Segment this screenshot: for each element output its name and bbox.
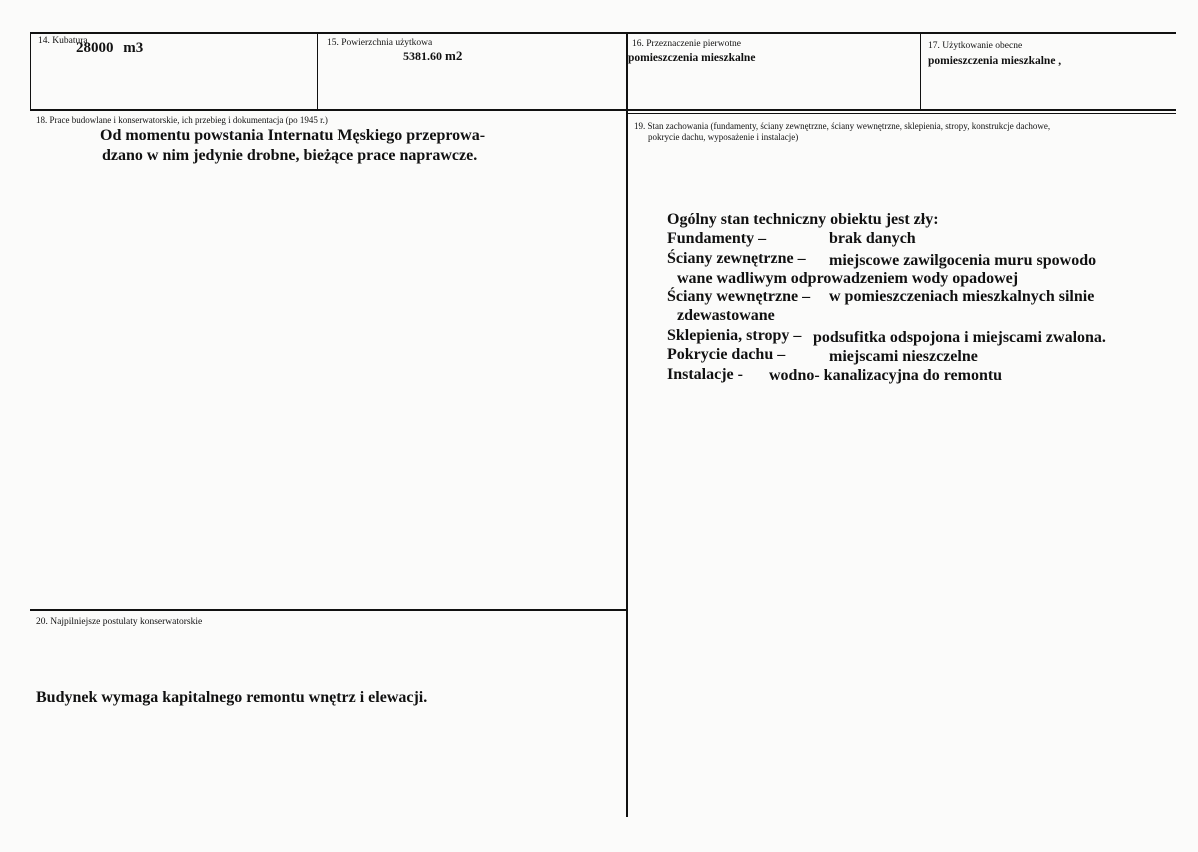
condition-desc-instalacje: wodno- kanalizacyjna do remontu [769, 367, 1003, 384]
field-17-value: pomieszczenia mieszkalne , [928, 55, 1062, 67]
condition-desc-sciany-zewnetrzne-cont: wane wadliwym odprowadzeniem wody opadowej [677, 270, 1019, 287]
kubatura-unit: m3 [123, 40, 144, 56]
row1-bottom-line [30, 109, 1176, 111]
condition-desc-sklepienia: podsufitka odspojona i miejscami zwalona. [813, 329, 1106, 346]
field-20-label: 20. Najpilniejsze postulaty konserwatorskie [36, 617, 203, 627]
condition-desc-pokrycie: miejscami nieszczelne [829, 348, 978, 365]
divider-16-17 [920, 32, 921, 110]
condition-term-sciany-wewnetrzne: Ściany wewnętrzne – [667, 288, 811, 305]
area-unit: m2 [445, 48, 463, 63]
condition-desc-fundamenty: brak danych [829, 230, 916, 247]
center-vertical-line [626, 32, 628, 817]
condition-term-fundamenty: Fundamenty – [667, 230, 767, 247]
condition-term-instalacje: Instalacje - [667, 366, 743, 383]
field-15-value [403, 48, 462, 64]
left-border-line [30, 32, 31, 110]
field-19-label-line-1: 19. Stan zachowania (fundamenty, ściany zewnętrzne, ściany wewnętrzne, sklepienia, stropy, konstrukcje dachowe, [634, 121, 1051, 131]
kubatura-number: 28000 [76, 40, 114, 56]
field-18-line-2: dzano w nim jedynie drobne, bieżące prace naprawcze. [102, 147, 478, 164]
condition-term-sciany-zewnetrzne: Ściany zewnętrzne – [667, 250, 806, 267]
row20-top-line [30, 609, 627, 611]
field-14-label: 14. Kubatura [38, 36, 88, 46]
field-17-label: 17. Użytkowanie obecne [928, 41, 1023, 51]
field-16-value: pomieszczenia mieszkalne [628, 52, 756, 64]
field-15-label: 15. Powierzchnia użytkowa [327, 38, 433, 48]
field-19-label-line-2: pokrycie dachu, wyposażenie i instalacje) [648, 132, 799, 142]
field-14-value [76, 40, 143, 56]
condition-heading: Ogólny stan techniczny obiektu jest zły: [667, 211, 939, 228]
field-20-value: Budynek wymaga kapitalnego remontu wnętrz i elewacji. [36, 689, 428, 706]
condition-desc-sciany-zewnetrzne: miejscowe zawilgocenia muru spowodo [829, 252, 1097, 269]
condition-desc-sciany-wewnetrzne: w pomieszczeniach mieszkalnych silnie [829, 288, 1095, 305]
condition-desc-sciany-wewnetrzne-cont: zdewastowane [677, 307, 775, 324]
field-16-label: 16. Przeznaczenie pierwotne [632, 39, 741, 49]
condition-term-pokrycie: Pokrycie dachu – [667, 346, 786, 363]
top-border-line [30, 32, 1176, 34]
field-18-line-1: Od momentu powstania Internatu Męskiego przeprowa- [100, 127, 486, 144]
condition-term-sklepienia: Sklepienia, stropy – [667, 327, 802, 344]
row1-bottom-right-line [628, 113, 1176, 114]
divider-14-15 [317, 32, 318, 110]
area-number: 5381.60 [403, 49, 442, 63]
field-18-label: 18. Prace budowlane i konserwatorskie, ich przebieg i dokumentacja (po 1945 r.) [36, 115, 328, 125]
